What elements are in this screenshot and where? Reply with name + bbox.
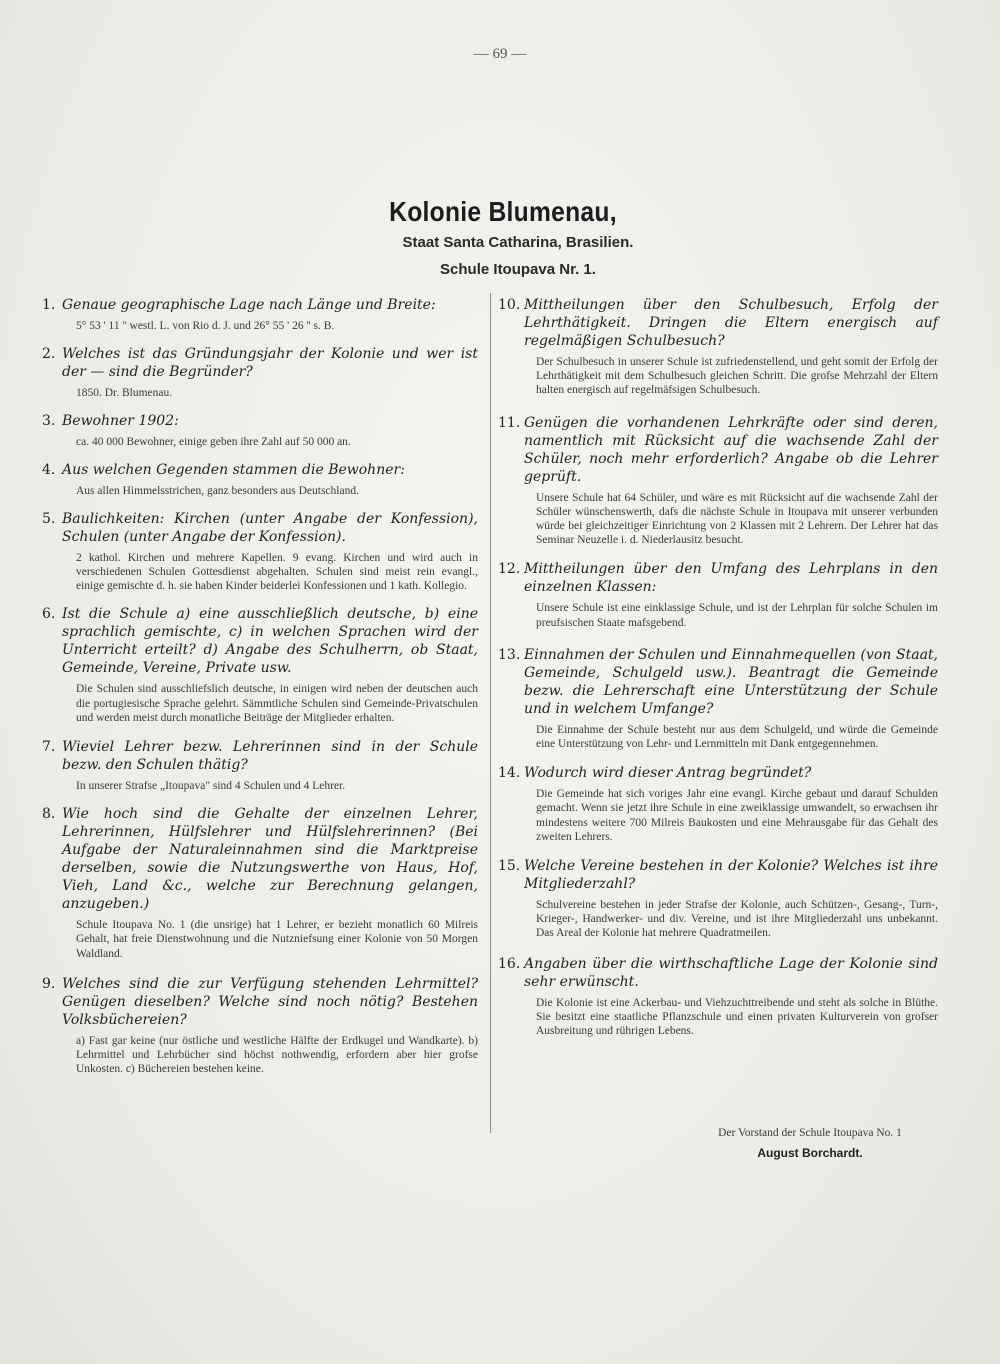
question-label: Mittheilungen über den Schulbesuch, Erfolg der Lehrthätigkeit. Dringen die Eltern energisch auf regelmäßigen Schulbesuch? xyxy=(524,297,938,349)
question-label: Genügen die vorhandenen Lehrkräfte oder sind deren, namentlich mit Rücksicht auf die wachsende Zahl der Schüler, noch mehr erforderlich? Angabe ob die Lehrer geprüft. xyxy=(524,414,938,485)
question-number: 15. xyxy=(498,858,521,875)
document-header xyxy=(0,196,1000,278)
answer-text: Die Kolonie ist eine Ackerbau- und Viehzuchttreibende und steht als solche in Blüthe. Sie besitzt eine staatliche Pflanzschule und einen privaten Kulturverein von grofser Ausbreitung und rührigen Lebens. xyxy=(536,996,938,1038)
question-text xyxy=(42,605,478,677)
question-text xyxy=(42,412,478,430)
document-subtitle: Staat Santa Catharina, Brasilien. xyxy=(402,234,634,251)
question-item xyxy=(498,414,938,548)
answer-text: Die Gemeinde hat sich voriges Jahr eine evangl. Kirche gebaut und darauf Schulden gemacht. Wenn sie jetzt ihre Schule in eine zweiklassige umwandelt, so erwachsen ihr mindestens weitere 700 Milreis Baukosten und eine Mehrausgabe für das Gehalt des zweiten Lehrers. xyxy=(536,788,938,843)
question-label: Genaue geographische Lage nach Länge und Breite: xyxy=(62,297,436,313)
question-text xyxy=(498,414,938,486)
signature-name: August Borchardt. xyxy=(757,1146,863,1160)
question-text xyxy=(42,461,478,479)
question-item xyxy=(498,857,938,941)
question-text xyxy=(42,345,478,381)
answer-text: Schule Itoupava No. 1 (die unsrige) hat 1 Lehrer, er bezieht monatlich 60 Milreis Gehalt, hat freie Dienstwohnung und die Nutzniefsung einer Kolonie von 50 Morgen Waldland. xyxy=(76,919,478,960)
answer-text: ca. 40 000 Bewohner, einige geben ihre Zahl auf 50 000 an. xyxy=(76,436,351,449)
question-label: Wie hoch sind die Gehalte der einzelnen Lehrer, Lehrerinnen, Hülfslehrer und Hülfslehrerinnen? (Bei Aufgabe der Naturaleinnahmen sind die Marktpreise derselben, sowie die Nutzungswerthe von Haus, Hof, Vieh, Land &c., welche zur Berechnung gelangen, anzugeben.) xyxy=(62,806,478,913)
question-text xyxy=(42,975,478,1029)
question-label: Einnahmen der Schulen und Einnahmequellen (von Staat, Gemeinde, Schulgeld usw.). Beantragt die Gemeinde bezw. die Lehrerschaft eine Unterstützung der Schule und in welchem Umfange? xyxy=(524,646,938,717)
question-number: 4. xyxy=(42,461,56,478)
question-number: 2. xyxy=(42,346,56,363)
question-number: 9. xyxy=(42,975,56,992)
question-item xyxy=(498,764,938,844)
answer-text: Unsere Schule hat 64 Schüler, und wäre es mit Rücksicht auf die wachsende Zahl der Schüler wünschenswerth, dafs die nächste Schule in Itoupava mit unserer verbunden würde bei gleichzeitiger Einrichtung von 2 Klassen mit 2 Lehrern. Der Lehrer hat das Seminar Neuzelle i. d. Niederlausitz besucht. xyxy=(536,491,938,547)
question-item xyxy=(42,345,478,400)
question-text xyxy=(42,296,478,314)
question-number: 6. xyxy=(42,606,56,623)
question-number: 16. xyxy=(498,955,521,972)
question-item xyxy=(42,605,478,725)
answer-text: In unserer Strafse „Itoupava" sind 4 Schulen und 4 Lehrer. xyxy=(76,780,346,793)
left-column xyxy=(42,296,478,1076)
question-text xyxy=(498,560,938,596)
question-number: 5. xyxy=(42,510,56,527)
question-label: Aus welchen Gegenden stammen die Bewohner: xyxy=(62,461,405,478)
question-label: Wodurch wird dieser Antrag begründet? xyxy=(524,765,812,782)
right-column xyxy=(498,296,938,1038)
question-label: Welches ist das Gründungsjahr der Kolonie und wer ist der — sind die Begründer? xyxy=(62,346,478,381)
question-number: 11. xyxy=(498,414,521,431)
column-divider xyxy=(490,293,491,1133)
question-item xyxy=(42,975,478,1077)
question-item xyxy=(498,560,938,629)
question-item xyxy=(498,646,938,751)
answer-text: Die Einnahme der Schule besteht nur aus dem Schulgeld, und würde die Gemeinde eine Unterstützung von Lehr- und Lernmitteln mit Dank entgegennehmen. xyxy=(536,723,938,751)
question-label: Welche Vereine bestehen in der Kolonie? Welches ist ihre Mitgliederzahl? xyxy=(524,858,938,893)
answer-text: 5° 53 ' 11 '' westl. L. von Rio d. J. und 26° 55 ' 26 '' s. B. xyxy=(76,320,335,332)
question-item xyxy=(42,296,478,333)
question-text xyxy=(498,857,938,893)
answer-text: Schulvereine bestehen in jeder Strafse der Kolonie, auch Schützen-, Gesang-, Turn-, Krieger-, Handwerker- und div. Vereine, und ist ihre Mitgliederzahl uns unbekannt. Das Areal der Kolonie hat mehrere Quadratmeilen. xyxy=(536,899,938,940)
answer-text: Unsere Schule ist eine einklassige Schule, und ist der Lehrplan für solche Schulen im preufsischen Staate mafsgebend. xyxy=(536,602,938,629)
question-text xyxy=(498,296,938,350)
question-label: Mittheilungen über den Umfang des Lehrplans in den einzelnen Klassen: xyxy=(524,561,938,596)
question-number: 8. xyxy=(42,806,56,823)
question-number: 7. xyxy=(42,739,56,756)
question-text xyxy=(498,764,938,782)
question-text xyxy=(498,955,938,991)
question-item xyxy=(498,955,938,1039)
question-item xyxy=(42,412,478,449)
answer-text: Der Schulbesuch in unserer Schule ist zufriedenstellend, und geht somit der Erfolg der Lehrthätigkeit mit dem Schulbesuch gleichen Schritt. Die grofse Mehrzahl der Eltern halten energisch auf regelmäfsigen Schulbesuch. xyxy=(536,356,938,397)
question-item xyxy=(42,510,478,594)
question-label: Bewohner 1902: xyxy=(62,413,179,430)
question-label: Wieviel Lehrer bezw. Lehrerinnen sind in der Schule bezw. den Schulen thätig? xyxy=(62,739,478,774)
question-item xyxy=(42,738,478,793)
question-text xyxy=(42,738,478,774)
question-text xyxy=(42,510,478,546)
document-title: Kolonie Blumenau, xyxy=(389,196,617,227)
question-text xyxy=(42,805,478,913)
question-item xyxy=(498,296,938,398)
question-number: 3. xyxy=(42,413,56,430)
answer-text: 2 kathol. Kirchen und mehrere Kapellen. 9 evang. Kirchen und wird auch in verschiedenen Schulen Gottesdienst abgehalten. Schulen sind meist rein evangl., einige gemischte d. h. sie haben Kinder beiderlei Konfessionen und 1 kath. Kollegio. xyxy=(76,551,478,593)
question-label: Ist die Schule a) eine ausschließlich deutsche, b) eine sprachlich gemischte, c) in welchen Sprachen wird der Unterricht erteilt? d) Angabe des Schulherrn, ob Staat, Gemeinde, Vereine, Private usw. xyxy=(62,606,478,677)
question-label: Welches sind die zur Verfügung stehenden Lehrmittel? Genügen dieselben? Welche sind noch nötig? Bestehen Volksbüchereien? xyxy=(62,975,478,1028)
signature-title: Der Vorstand der Schule Itoupava No. 1 xyxy=(718,1127,902,1139)
question-item xyxy=(42,805,478,961)
question-number: 1. xyxy=(42,297,56,313)
school-name: Schule Itoupava Nr. 1. xyxy=(440,261,596,278)
page-number: — 69 — xyxy=(473,46,527,62)
answer-text: Die Schulen sind ausschliefslich deutsche, in einigen wird neben der deutschen auch die portugiesische Sprache gelehrt. Sämmtliche Schulen sind Gemeinde-Privatschulen und werden meist durch monatliche Beiträge der Mitglieder erhalten. xyxy=(76,683,478,724)
answer-text: a) Fast gar keine (nur östliche und westliche Hälfte der Erdkugel und Wandkarte). b) Lehrmittel und Lehrbücher sind höchst nothwendig, erfordern aber hier grofse Unkosten. c) Büchereien bestehen keine. xyxy=(76,1034,478,1076)
answer-text: 1850. Dr. Blumenau. xyxy=(76,387,173,400)
question-label: Angaben über die wirthschaftliche Lage der Kolonie sind sehr erwünscht. xyxy=(524,955,938,990)
question-number: 14. xyxy=(498,765,521,782)
question-label: Baulichkeiten: Kirchen (unter Angabe der Konfession), Schulen (unter Angabe der Konfession). xyxy=(62,510,478,545)
answer-text: Aus allen Himmelsstrichen, ganz besonders aus Deutschland. xyxy=(76,484,359,497)
question-number: 10. xyxy=(498,297,521,313)
question-number: 13. xyxy=(498,646,521,663)
question-item xyxy=(42,461,478,498)
question-number: 12. xyxy=(498,561,521,578)
question-text xyxy=(498,646,938,718)
